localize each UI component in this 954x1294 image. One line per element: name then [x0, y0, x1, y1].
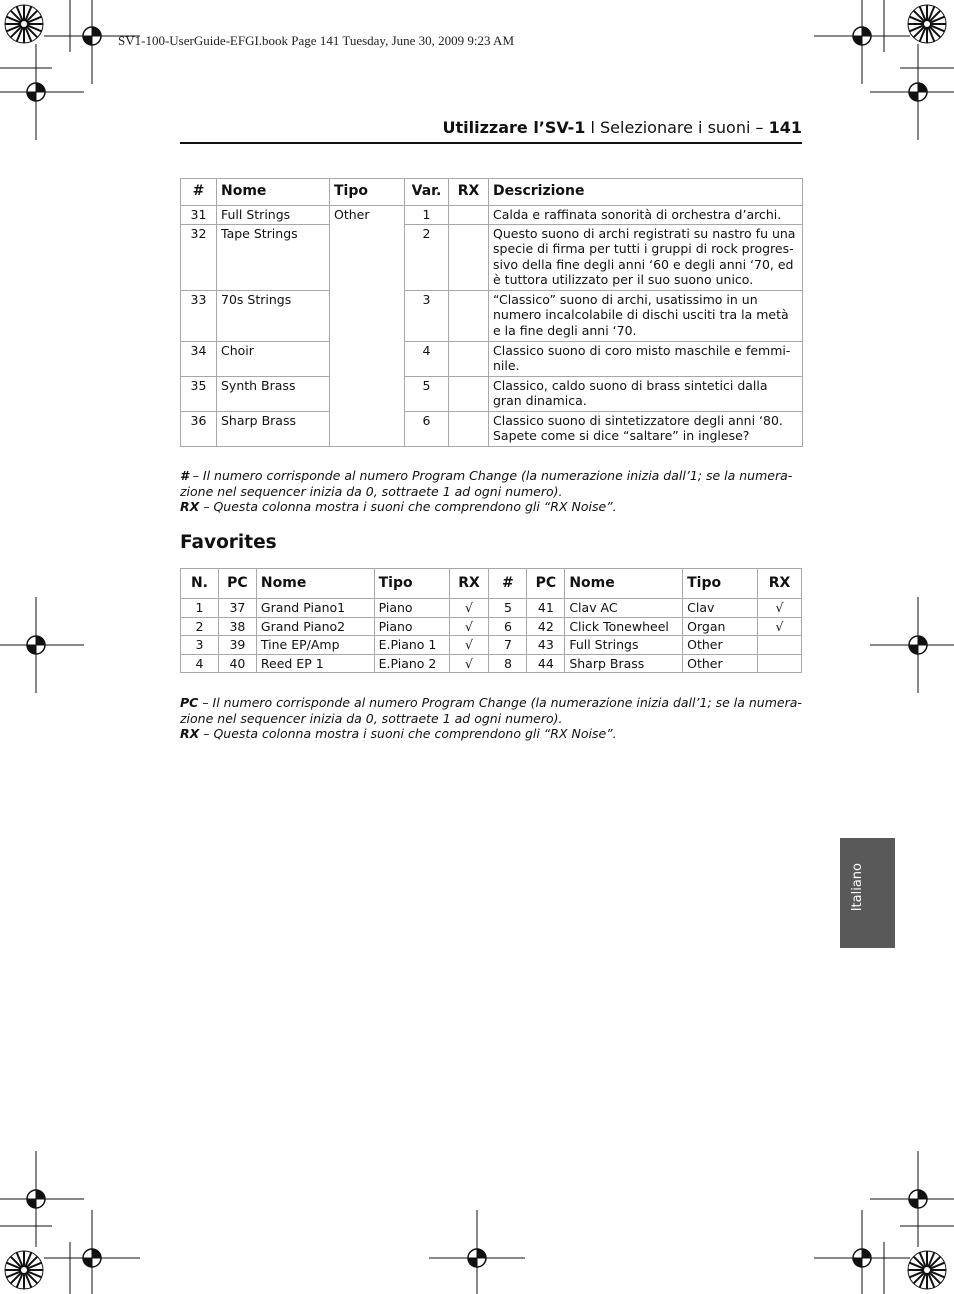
page-header [180, 118, 802, 137]
footnote-text: – Il numero corrisponde al numero Program Change (la numerazione inizia dall’1; se la numera-zione nel sequencer inizia da 0, sottraete 1 ad ogni numero). [180, 468, 793, 499]
col-header-type: Tipo [330, 179, 405, 206]
cell-rx [449, 341, 489, 376]
cell-num: 31 [181, 206, 217, 225]
footnote-text: – Il numero corrisponde al numero Program Change (la numerazione inizia dall’1; se la numera-zione nel sequencer inizia da 0, sottraete 1 ad ogni numero). [180, 695, 802, 726]
cell: 42 [527, 617, 565, 636]
cell: Other [683, 654, 758, 673]
cell-description: Classico suono di sintetizzatore degli anni ‘80. Sapete come si dice “saltare” in inglese? [489, 411, 803, 446]
cell-var: 2 [405, 224, 449, 290]
cell-rx [449, 411, 489, 446]
favorites-heading: Favorites [180, 532, 277, 553]
cell: Piano [374, 599, 449, 618]
header-dash: – [750, 118, 769, 137]
cell [757, 654, 801, 673]
cell-rx [449, 224, 489, 290]
cell-type: Other [330, 206, 405, 447]
table-row [181, 341, 803, 376]
cell-num: 32 [181, 224, 217, 290]
cell-name: Sharp Brass [217, 411, 330, 446]
cell-var: 4 [405, 341, 449, 376]
page-number: 141 [768, 118, 802, 137]
cell-name: Tape Strings [217, 224, 330, 290]
cell-num: 36 [181, 411, 217, 446]
cell: √ [757, 617, 801, 636]
cell-num: 35 [181, 376, 217, 411]
cell [757, 636, 801, 655]
cell: 7 [489, 636, 527, 655]
cell-rx [449, 290, 489, 341]
cell: Grand Piano1 [256, 599, 374, 618]
cell-var: 1 [405, 206, 449, 225]
sounds-table [180, 178, 803, 447]
cell: 2 [181, 617, 219, 636]
cell: 3 [181, 636, 219, 655]
table-row [181, 654, 802, 673]
cell: 41 [527, 599, 565, 618]
footnote-key: # [180, 468, 189, 483]
table-row [181, 617, 802, 636]
table-row [181, 206, 803, 225]
cell: Other [683, 636, 758, 655]
table-row [181, 224, 803, 290]
cell: √ [449, 654, 489, 673]
col-header-type: Tipo [683, 569, 758, 599]
cell: Full Strings [565, 636, 683, 655]
table-row [181, 636, 802, 655]
col-header-name: Nome [217, 179, 330, 206]
col-header-num: # [489, 569, 527, 599]
table-row [181, 376, 803, 411]
footnote-key: RX [180, 726, 200, 741]
cell: 43 [527, 636, 565, 655]
table-header-row [181, 179, 803, 206]
cell-description: Classico suono di coro misto maschile e femmi-nile. [489, 341, 803, 376]
cell: √ [449, 599, 489, 618]
footnote-key: RX [180, 499, 200, 514]
cell: E.Piano 2 [374, 654, 449, 673]
cell-num: 33 [181, 290, 217, 341]
col-header-rx: RX [757, 569, 801, 599]
header-rule [180, 142, 802, 144]
table-header-row [181, 569, 802, 599]
col-header-pc: PC [218, 569, 256, 599]
col-header-description: Descrizione [489, 179, 803, 206]
cell-var: 3 [405, 290, 449, 341]
favorites-footnote [180, 695, 804, 742]
cell-name: Choir [217, 341, 330, 376]
cell: 1 [181, 599, 219, 618]
cell: 40 [218, 654, 256, 673]
cell-description: Calda e raffinata sonorità di orchestra d’archi. [489, 206, 803, 225]
col-header-type: Tipo [374, 569, 449, 599]
cell: Tine EP/Amp [256, 636, 374, 655]
cell-name: 70s Strings [217, 290, 330, 341]
cell-description: Questo suono di archi registrati su nastro fu una specie di firma per tutti i gruppi di rock progres-sivo della fine degli anni ‘60 e degli anni ‘70, ed è tuttora utilizzato per il suo suono unico. [489, 224, 803, 290]
footnote-key: PC [180, 695, 199, 710]
cell: 8 [489, 654, 527, 673]
chapter-title: Utilizzare l’SV-1 [442, 118, 586, 137]
cell: Grand Piano2 [256, 617, 374, 636]
col-header-var: Var. [405, 179, 449, 206]
cell: 4 [181, 654, 219, 673]
cell-rx [449, 376, 489, 411]
cell: 44 [527, 654, 565, 673]
cell: √ [449, 617, 489, 636]
cell-var: 5 [405, 376, 449, 411]
footnote-text: – Questa colonna mostra i suoni che comprendono gli “RX Noise”. [199, 499, 617, 514]
table-row [181, 599, 802, 618]
col-header-rx: RX [449, 569, 489, 599]
col-header-name: Nome [256, 569, 374, 599]
cell-rx [449, 206, 489, 225]
cell: Click Tonewheel [565, 617, 683, 636]
table-row [181, 411, 803, 446]
cell: √ [757, 599, 801, 618]
footnote-text: – Questa colonna mostra i suoni che comprendono gli “RX Noise”. [199, 726, 617, 741]
cell-description: Classico, caldo suono di brass sintetici dalla gran dinamica. [489, 376, 803, 411]
cell: 38 [218, 617, 256, 636]
cell: 5 [489, 599, 527, 618]
col-header-pc: PC [527, 569, 565, 599]
cell: 39 [218, 636, 256, 655]
cell-var: 6 [405, 411, 449, 446]
table1-footnote [180, 468, 804, 515]
cell: Clav [683, 599, 758, 618]
favorites-table [180, 568, 802, 673]
col-header-rx: RX [449, 179, 489, 206]
cell: Clav AC [565, 599, 683, 618]
print-header: SV1-100-UserGuide-EFGI.book Page 141 Tuesday, June 30, 2009 9:23 AM [118, 33, 515, 48]
col-header-name: Nome [565, 569, 683, 599]
cell: Sharp Brass [565, 654, 683, 673]
cell: Piano [374, 617, 449, 636]
cell: Organ [683, 617, 758, 636]
language-tab-label: Italiano [850, 863, 865, 912]
cell: Reed EP 1 [256, 654, 374, 673]
cell-name: Full Strings [217, 206, 330, 225]
section-title: Selezionare i suoni [600, 118, 751, 137]
cell: E.Piano 1 [374, 636, 449, 655]
cell: 6 [489, 617, 527, 636]
cell: 37 [218, 599, 256, 618]
cell: √ [449, 636, 489, 655]
col-header-num: # [181, 179, 217, 206]
cell-description: “Classico” suono di archi, usatissimo in un numero incalcolabile di dischi usciti tra la metà e la fine degli anni ‘70. [489, 290, 803, 341]
col-header-n: N. [181, 569, 219, 599]
header-separator: l [585, 118, 601, 137]
language-tab [840, 838, 895, 948]
cell-num: 34 [181, 341, 217, 376]
cell-name: Synth Brass [217, 376, 330, 411]
table-row [181, 290, 803, 341]
